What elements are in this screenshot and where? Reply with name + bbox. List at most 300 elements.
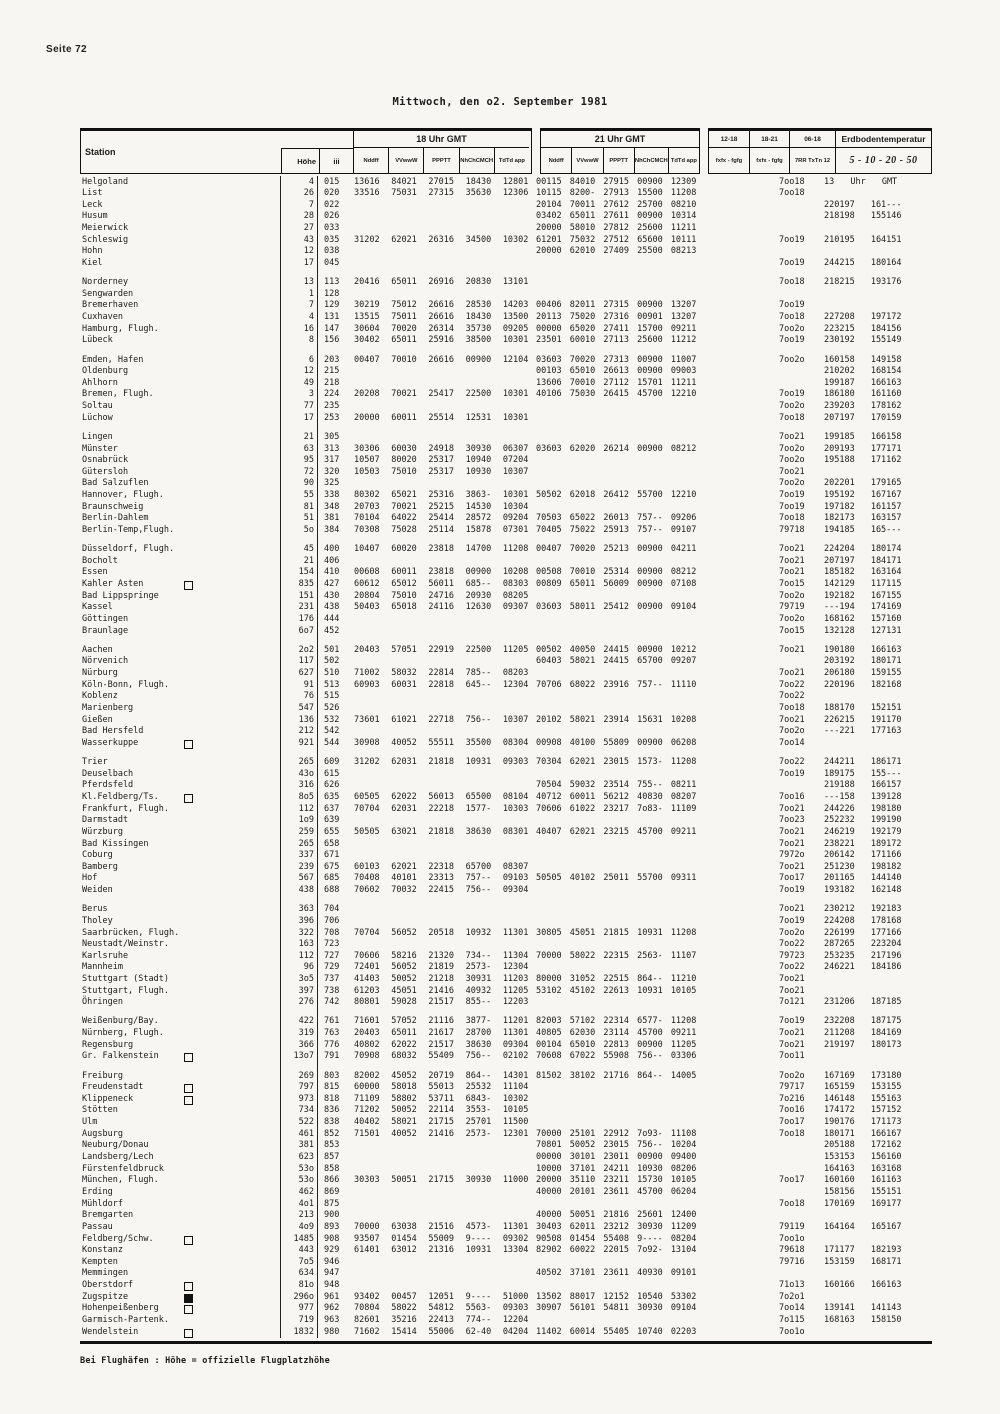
table-row [80,1186,932,1198]
table-row [80,1303,932,1315]
obs-21-utc: 13502 88017 12152 10540 53302 [536,1291,697,1302]
station-number: 708 [324,927,340,938]
station-number: 857 [324,1152,340,1163]
obs-18-utc: 10407 60020 23818 14700 11208 [354,544,529,555]
table-row [80,737,932,749]
table-row [80,312,932,324]
table-row [80,1233,932,1245]
soil-temperature: 244211 186171 [824,757,902,768]
soil-temperature: 203192 180171 [824,656,902,667]
table-row [80,1028,932,1040]
soil-temperature: 199185 166158 [824,431,902,442]
station-name: Fürstenfeldbruck [82,1163,164,1174]
table-row [80,176,932,188]
station-name: Göttingen [82,613,129,624]
column-hoehe: Höhe [281,148,319,173]
precip-06-18: 7oo17 [779,873,805,884]
station-number: 147 [324,323,340,334]
precip-06-18: 7oo18 [779,1198,805,1209]
station-number: 113 [324,277,340,288]
obs-21-utc: 40502 37101 23611 40930 09101 [536,1268,697,1279]
obs-18-utc: 70606 58216 21320 734-- 11304 [354,950,529,961]
precip-06-18: 7oo18 [779,1128,805,1139]
column-12-18: 12-18 [709,131,749,148]
group-spacer-row [80,269,932,277]
soil-temperature: 230192 155149 [824,335,902,346]
station-height: 43o [280,768,318,780]
soil-temperature: 205188 172162 [824,1140,902,1151]
obs-21-utc: 00103 65010 26613 00900 09003 [536,366,697,377]
table-row [80,780,932,792]
station-height: 95 [280,455,318,467]
soil-temperature: ---194 174169 [824,602,902,613]
soil-temperature: 190180 166163 [824,644,902,655]
obs-18-utc: 60103 62021 22318 65700 08307 [354,861,529,872]
soil-temperature: 206180 159155 [824,668,902,679]
table-row [80,791,932,803]
station-name: Helgoland [82,176,129,187]
table-row [80,613,932,625]
station-name: Feldberg/Schw. [80,1235,280,1244]
station-height: 6 [280,354,318,366]
obs-21-utc: 40805 62030 23114 45700 09211 [536,1028,697,1039]
precip-06-18: 7oo17 [779,1117,805,1128]
station-name: Deuselbach [82,768,134,779]
subcolumns-18-uhr [353,148,529,173]
table-row [80,335,932,347]
soil-temperature: 165159 153155 [824,1082,902,1093]
station-name: Coburg [82,850,113,861]
obs-18-utc: 70308 75028 25114 15878 07301 [354,525,529,535]
station-name: München, Flugh. [82,1175,159,1186]
station-name: Gütersloh [82,466,129,477]
obs-18-utc: 71109 58802 53711 6843- 10302 [354,1093,529,1104]
group-spacer-row [80,896,932,904]
table-row [80,1221,932,1233]
station-height: 276 [280,997,318,1009]
station-name: Lüchow [82,412,113,423]
station-height: 43 [280,234,318,246]
obs-21-utc: 10000 37101 24211 10930 08206 [536,1163,697,1174]
obs-18-utc: 10503 75010 25317 10930 10307 [354,466,529,477]
table-row [80,1198,932,1210]
station-height: 973 [280,1093,318,1105]
station-name: Freiburg [82,1070,123,1081]
station-number: 818 [324,1093,340,1104]
soil-temperature: 238221 189172 [824,838,902,849]
obs-21-utc: 70000 25101 22912 7o93- 11108 [536,1128,697,1139]
station-name: Tholey [82,915,113,926]
open-square-marker-icon [184,1282,193,1291]
table-body [80,176,932,1344]
station-name: Öhringen [82,997,123,1008]
table-row [80,850,932,862]
table-row [80,885,932,897]
station-height: 269 [280,1070,318,1082]
table-row [80,246,932,258]
obs-18-utc: 71602 15414 55006 62-40 04204 [354,1326,529,1337]
soil-temperature: 287265 223204 [824,939,902,950]
station-height: 12 [280,366,318,378]
soil-temperature: 232208 187175 [824,1016,902,1027]
soil-temperature: 252232 199190 [824,815,902,826]
soil-temperature: 195188 171162 [824,455,902,466]
station-name: Bocholt [82,555,118,566]
obs-21-utc: 20113 75020 27316 00901 13207 [536,312,697,323]
station-number: 235 [324,401,340,412]
station-name: Hannover, Flugh. [82,490,164,501]
precip-06-18: 7oo2o [779,354,805,365]
station-name: Saarbrücken, Flugh. [82,927,180,938]
station-number: 637 [324,803,340,814]
station-height: 381 [280,1140,318,1152]
station-number: 929 [324,1245,340,1256]
obs-18-utc: 00608 60011 23818 00900 10208 [354,567,529,578]
obs-18-utc: 33516 75031 27315 35630 12306 [354,188,529,199]
spacer [280,346,318,354]
station-number: 961 [324,1291,340,1302]
precip-06-18: 7oo18 [779,176,805,187]
station-number: 526 [324,702,340,713]
obs-18-utc: 71202 50052 22114 3553- 10105 [354,1105,529,1116]
station-number: 737 [324,974,340,985]
table-row [80,389,932,401]
spacer [280,896,318,904]
station-height: 28 [280,211,318,223]
group-spacer-row [80,1008,932,1016]
station-name: Aachen [82,644,113,655]
station-height: 45 [280,544,318,556]
precip-06-18: 7o2o1 [779,1291,805,1302]
station-number: 438 [324,602,340,613]
precip-06-18: 7o121 [779,997,805,1008]
obs-18-utc: 50505 63021 21818 38630 08301 [354,826,529,837]
table-row [80,513,932,525]
soil-temperature: 220197 161--- [824,199,902,210]
station-number: 776 [324,1039,340,1050]
table-row [80,1070,932,1082]
table-row [80,1128,932,1140]
precip-06-18: 7oo19 [779,885,805,896]
spacer [280,1008,318,1016]
obs-21-utc: 40407 62021 23215 45700 09211 [536,826,697,837]
soil-temperature: ---221 177163 [824,726,902,737]
station-number: 305 [324,431,340,442]
table-row [80,768,932,780]
obs-21-utc: 03603 62020 26214 00900 08212 [536,443,697,454]
station-name: Gießen [82,714,113,725]
obs-18-utc: 72401 56052 21819 2573- 12304 [354,962,529,973]
station-number: 513 [324,679,340,690]
station-name: Darmstadt [82,815,129,826]
station-height: 3 [280,389,318,401]
obs-21-utc: 90508 01454 55408 9---- 08204 [536,1233,697,1244]
station-number: 501 [324,644,340,655]
soil-temperature: 207197 184171 [824,555,902,566]
station-number: 510 [324,668,340,679]
station-number: 742 [324,997,340,1008]
obs-18-utc: 60000 58018 55013 25532 11104 [354,1082,529,1093]
table-row [80,1326,932,1338]
obs-21-utc: 53102 45102 22613 10931 10105 [536,985,697,996]
table-row [80,656,932,668]
station-number: 723 [324,939,340,950]
station-number: 609 [324,757,340,768]
open-square-marker-icon [184,1236,193,1245]
station-name: Berus [82,904,108,915]
soil-temperature: 202201 179165 [824,478,902,489]
obs-18-utc: 61401 63012 21316 10931 13304 [354,1245,529,1256]
column-18-21: 18-21 [749,131,789,148]
station-name: Kiel [82,258,103,269]
obs-18-utc: 20804 75010 24716 20930 08205 [354,590,529,601]
station-name: Hohenpeißenberg [80,1304,280,1313]
table-row [80,1291,932,1303]
station-name: Stuttgart (Stadt) [82,974,169,985]
soil-temperature: 223215 184156 [824,323,902,334]
column-nddff-21: Nddff [548,157,564,164]
station-name: Lübeck [82,335,113,346]
station-name: Kempten [82,1256,118,1267]
table-row [80,199,932,211]
obs-18-utc: 30402 65011 25916 38500 10301 [354,335,529,346]
precip-06-18: 7oo19 [779,768,805,779]
station-name: Hof [82,873,98,884]
soil-temperature: 226199 177166 [824,927,902,938]
station-height: 21 [280,431,318,443]
obs-21-utc: 23501 60010 27113 25600 11212 [536,335,697,346]
precip-06-18: 7oo2o [779,927,805,938]
precip-06-18: 7oo17 [779,1175,805,1186]
table-row [80,915,932,927]
station-number: 430 [324,590,340,601]
precip-06-18: 7oo21 [779,826,805,837]
table-row [80,1051,932,1063]
station-height: 21 [280,555,318,567]
precip-06-18: 7oo21 [779,431,805,442]
soil-temperature: 224204 180174 [824,544,902,555]
spacer [280,1062,318,1070]
table-row [80,1082,932,1094]
obs-18-utc: 30604 70020 26314 35730 09205 [354,323,529,334]
precip-06-18: 79716 [779,1256,805,1267]
station-name: Ahlhorn [82,377,118,388]
station-name: Pferdsfeld [82,780,134,791]
obs-18-utc: 73601 61021 22718 756-- 10307 [354,714,529,725]
station-number: 452 [324,625,340,636]
station-height: 627 [280,667,318,679]
table-row [80,544,932,556]
station-height: 154 [280,567,318,579]
obs-21-utc: 30907 56101 54811 30930 09104 [536,1303,697,1314]
obs-21-utc: 80000 31052 22515 864-- 11210 [536,974,697,985]
soil-temperature: 192182 167155 [824,590,902,601]
precip-06-18: 7oo19 [779,335,805,346]
station-name: Zugspitze [80,1293,280,1302]
obs-21-utc: 03603 70020 27313 00900 11007 [536,354,697,365]
station-number: 675 [324,861,340,872]
station-number: 033 [324,223,340,234]
precip-06-18: 79119 [779,1221,805,1232]
obs-21-utc: 61201 75032 27512 65600 10111 [536,234,697,245]
soil-temperature: 211208 184169 [824,1028,902,1039]
station-name: Weiden [82,885,113,896]
table-row [80,625,932,637]
station-number: 215 [324,366,340,377]
station-height: 77 [280,401,318,413]
station-name: Stötten [82,1105,118,1116]
station-number: 218 [324,377,340,388]
station-height: 797 [280,1082,318,1094]
station-height: 438 [280,885,318,897]
soil-temperature: 227208 197172 [824,312,902,323]
precip-06-18: 7oo19 [779,501,805,512]
station-name: Norderney [82,277,129,288]
open-square-marker-icon [184,581,193,590]
station-number: 706 [324,915,340,926]
station-number: 035 [324,234,340,245]
header-box-right [708,128,932,174]
soil-temperature: 194185 165--- [824,525,902,535]
obs-18-utc: 70602 70032 22415 756-- 09304 [354,885,529,896]
soil-temperature: 164163 163168 [824,1163,902,1174]
station-number: 852 [324,1128,340,1139]
station-name: Weißenburg/Bay. [82,1016,159,1027]
station-number: 038 [324,246,340,257]
obs-21-utc: 40106 75030 26415 45700 12210 [536,389,697,400]
obs-18-utc: 70104 64022 25414 28572 09204 [354,513,529,524]
soil-temperature: 193182 162148 [824,885,902,896]
station-height: 231 [280,602,318,614]
soil-temperature: 244226 198180 [824,803,902,814]
obs-18-utc: 61203 45051 21416 40932 11205 [354,985,529,996]
table-row [80,838,932,850]
obs-21-utc: 70000 58022 22315 2563- 11107 [536,950,697,961]
obs-18-utc: 70804 58022 54812 5563- 09303 [354,1303,529,1314]
group-spacer-row [80,346,932,354]
obs-21-utc: 00104 65010 22813 00900 11205 [536,1039,697,1050]
obs-18-utc: 71601 57052 21116 3877- 11201 [354,1016,529,1027]
obs-21-utc: 11402 60014 55405 10740 02203 [536,1326,697,1337]
precip-06-18: 7oo14 [779,737,805,748]
station-height: 13o7 [280,1051,318,1063]
obs-18-utc: 93507 01454 55009 9---- 09302 [354,1233,529,1244]
table-row [80,803,932,815]
obs-21-utc: 13606 70010 27112 15701 11211 [536,377,697,388]
station-number: 022 [324,199,340,210]
station-name: Braunschweig [82,501,144,512]
station-height: 91 [280,679,318,691]
station-height: 96 [280,962,318,974]
station-number: 131 [324,312,340,323]
table-row [80,1151,932,1163]
station-name: Bremgarten [82,1210,134,1221]
station-name: Karlsruhe [82,950,129,961]
obs-21-utc: 00502 40050 24415 00900 10212 [536,644,697,655]
precip-06-18: 7oo18 [779,702,805,713]
obs-21-utc: 00407 70020 25213 00900 04211 [536,544,697,555]
station-height: 63 [280,443,318,455]
obs-21-utc: 00406 82011 27315 00900 13207 [536,300,697,311]
soil-temperature: 201165 144140 [824,873,902,884]
soil-temperature: 251230 198182 [824,861,902,872]
table-row [80,211,932,223]
station-number: 908 [324,1233,340,1244]
station-height: 547 [280,702,318,714]
soil-temperature: 253235 217196 [824,950,902,961]
station-height: 81 [280,501,318,513]
table-row [80,466,932,478]
station-number: 866 [324,1175,340,1186]
station-height: 8 [280,335,318,347]
table-row [80,1280,932,1292]
station-name: Schleswig [82,234,129,245]
table-row [80,1210,932,1222]
obs-21-utc: 03402 65011 27611 00900 10314 [536,211,697,222]
obs-21-utc: 82003 57102 22314 6577- 11208 [536,1016,697,1027]
soil-temperature: 174172 157152 [824,1105,902,1116]
obs-18-utc: 82601 35216 22413 774-- 12204 [354,1315,529,1325]
station-number: 317 [324,455,340,466]
soil-temperature: 153153 156160 [824,1152,902,1163]
station-name: Meierwick [82,223,129,234]
precip-06-18: 71o13 [779,1280,805,1291]
station-number: 704 [324,904,340,915]
soil-temperature: 146148 155163 [824,1093,902,1104]
group-spacer-row [80,424,932,432]
station-height: 719 [280,1314,318,1326]
precip-06-18: 7oo19 [779,1016,805,1027]
obs-21-utc: 70304 62021 23015 1573- 11208 [536,757,697,768]
table-row [80,288,932,300]
column-ppptt-18: PPPTT [423,148,458,173]
soil-temperature: 206142 171166 [824,850,902,861]
station-height: 53o [280,1175,318,1187]
obs-21-utc: 30403 62011 23212 30930 11209 [536,1221,697,1232]
obs-21-utc: 20104 70011 27612 25700 08210 [536,199,697,210]
column-vvwww-21: VVwwW [571,148,602,173]
column-erdbodentemperatur: Erdbodentemperatur [835,131,931,148]
station-height: 265 [280,838,318,850]
station-number: 313 [324,443,340,454]
station-height: 977 [280,1303,318,1315]
station-height: 4o9 [280,1221,318,1233]
precip-06-18: 7oo1o [779,1326,805,1337]
station-name: Bremerhaven [82,300,139,311]
station-name: Wendelstein [80,1328,280,1337]
table-row [80,873,932,885]
table-row [80,1093,932,1105]
table-row [80,1016,932,1028]
soil-temperature: 142129 117115 [824,579,902,590]
station-height: 1o9 [280,815,318,827]
precip-06-18: 7oo16 [779,791,805,802]
station-number: 253 [324,412,340,423]
table-row [80,1117,932,1129]
table-row [80,590,932,602]
station-name: Leck [82,199,103,210]
precip-06-18: 7oo21 [779,974,805,985]
station-number: 348 [324,501,340,512]
station-number: 128 [324,288,340,299]
spacer [280,424,318,432]
soil-temperature: 209193 177171 [824,443,902,454]
obs-18-utc: 40402 58021 21715 25701 11500 [354,1117,529,1128]
table-row [80,478,932,490]
station-height: 265 [280,756,318,768]
station-number: 900 [324,1210,340,1221]
precip-06-18: 7oo22 [779,691,805,702]
